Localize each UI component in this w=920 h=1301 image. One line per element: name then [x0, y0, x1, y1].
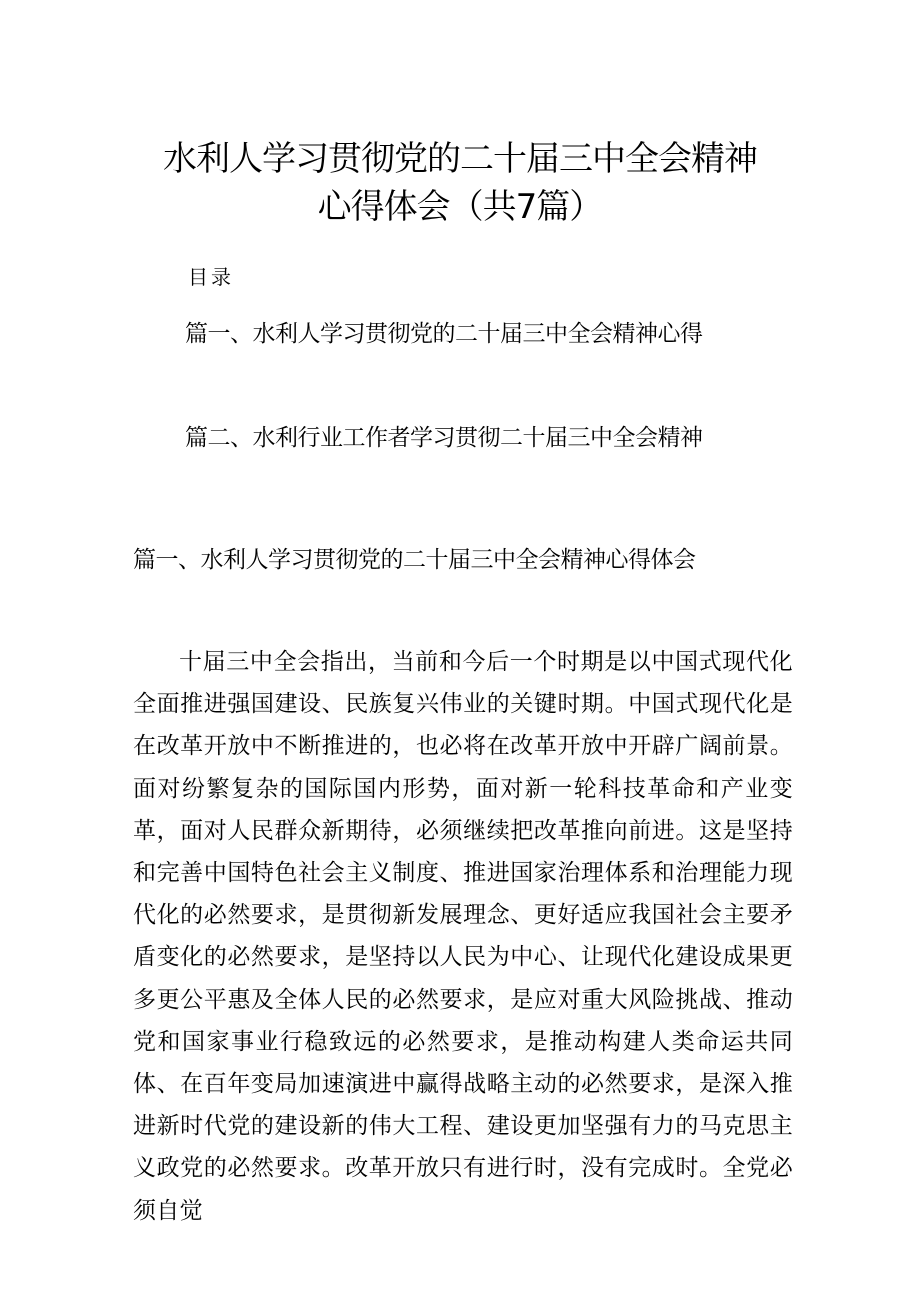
section-heading-1: 篇一、水利人学习贯彻党的二十届三中全会精神心得体会: [133, 547, 696, 573]
body-paragraph: 十届三中全会指出，当前和今后一个时期是以中国式现代化全面推进强国建设、民族复兴伟业的关键时期。中国式现代化是在改革开放中不断推进的，也必将在改革开放中开辟广阔前景。面对纷繁复杂的国际国内形势，面对新一轮科技革命和产业变革，面对人民群众新期待，必须继续把改革推向前进。这是坚持和完善中国特色社会主义制度、推进国家治理体系和治理能力现代化的必然要求，是贯彻新发展理念、更好适应我国社会主要矛盾变化的必然要求，是坚持以人民为中心、让现代化建设成果更多更公平惠及全体人民的必然要求，是应对重大风险挑战、推动党和国家事业行稳致远的必然要求，是推动构建人类命运共同体、在百年变局加速演进中赢得战略主动的必然要求，是深入推进新时代党的建设新的伟大工程、建设更加坚强有力的马克思主义政党的必然要求。改革开放只有进行时，没有完成时。全党必须自觉: [133, 649, 793, 1224]
toc-label: 目录: [188, 265, 234, 289]
toc-item-1: 篇一、水利人学习贯彻党的二十届三中全会精神心得: [185, 321, 703, 347]
toc-item-2: 篇二、水利行业工作者学习贯彻二十届三中全会精神: [185, 425, 703, 451]
document-title-line-1: 水利人学习贯彻党的二十届三中全会精神: [163, 139, 757, 179]
document-title-line-2: 心得体会（共7篇）: [317, 187, 603, 227]
